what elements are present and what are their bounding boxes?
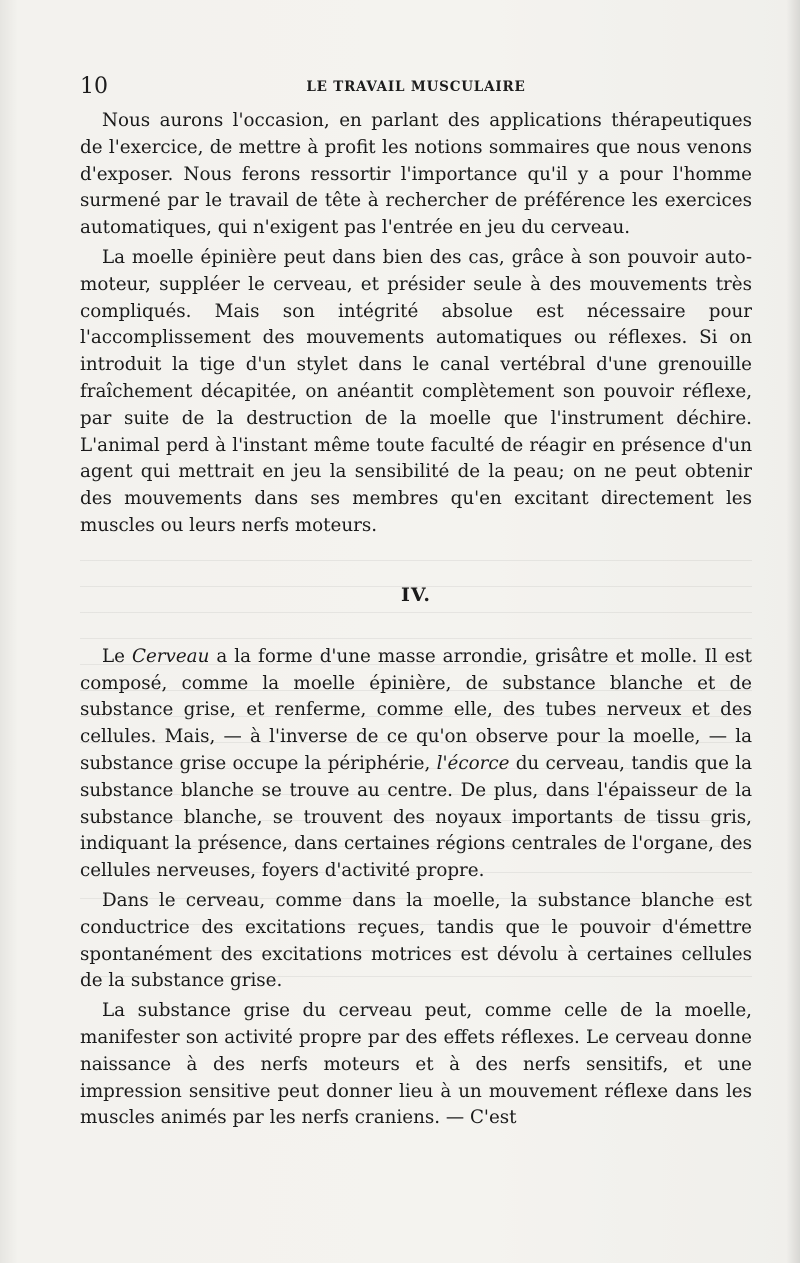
paragraph-4: Dans le cerveau, comme dans la moelle, la substance blanche est conductrice des excitations reçues, tandis que le pouvoir d'émettre spontanément des excitations motrices est dévolu à certaines cellules de la substance grise.	[80, 889, 752, 992]
paragraph-3	[80, 644, 752, 885]
paragraph-3-text-a: Le	[102, 645, 132, 667]
paragraph-5: La substance grise du cerveau peut, comme celle de la moelle, manifester son activité propre par des effets réflexes. Le cerveau donne naissance à des nerfs moteurs et à des nerfs sensitifs, et une impression sensitive peut donner lieu à un mouvement réflexe dans les muscles animés par les nerfs craniens. — C'est	[80, 1000, 752, 1129]
page-edge-shadow	[786, 0, 800, 1263]
paragraph-2: La moelle épinière peut dans bien des cas, grâce à son pouvoir auto-moteur, suppléer le cerveau, et présider seule à des mouvements très compliqués. Mais son intégrité absolue est nécessaire pour l'accomplissement des mouvements automatiques ou réflexes. Si on introduit la tige d'un stylet dans le canal vertébral d'une grenouille fraîchement décapitée, on anéantit complètement son pouvoir réflexe, par suite de la destruction de la moelle que l'instrument déchire. L'animal perd à l'instant même toute faculté de réagir en présence d'un agent qui mettrait en jeu la sensibilité de la peau; on ne peut obtenir des mouvements dans ses membres qu'en excitant directement les muscles ou leurs nerfs moteurs.	[80, 246, 752, 536]
paragraph-1: Nous aurons l'occasion, en parlant des applications thérapeutiques de l'exercice, de mettre à profit les notions sommaires que nous venons d'exposer. Nous ferons ressortir l'importance qu'il y a pour l'homme surmené par le travail de tête à rechercher de préférence les exercices automatiques, qui n'exigent pas l'entrée en jeu du cerveau.	[80, 110, 752, 239]
page-number: 10	[80, 74, 108, 99]
paragraph-3-text-c: du cerveau, tandis que la substance blanche se trouve au centre. De plus, dans l'épaisseur de la substance blanche, se trouvent des noyaux importants de tissu gris, indiquant la présence, dans certaines régions centrales de l'organe, des cellules nerveuses, foyers d'activité propre.	[80, 752, 752, 882]
term-ecorce: l'écorce	[436, 752, 510, 774]
body-text	[80, 108, 752, 1132]
section-heading: IV.	[401, 583, 431, 606]
page-header	[80, 70, 752, 102]
term-cerveau: Cerveau	[131, 645, 210, 667]
paragraph-3-text-b: a la forme d'une masse arrondie, grisâtre et molle. Il est composé, comme la moelle épinière, de substance blanche et de substance grise, et renferme, comme elle, des tubes nerveux et des cellules. Mais, — à l'inverse de ce qu'on observe pour la moelle, — la substance grise occupe la périphérie,	[80, 645, 752, 774]
running-title: LE TRAVAIL MUSCULAIRE	[306, 79, 526, 95]
